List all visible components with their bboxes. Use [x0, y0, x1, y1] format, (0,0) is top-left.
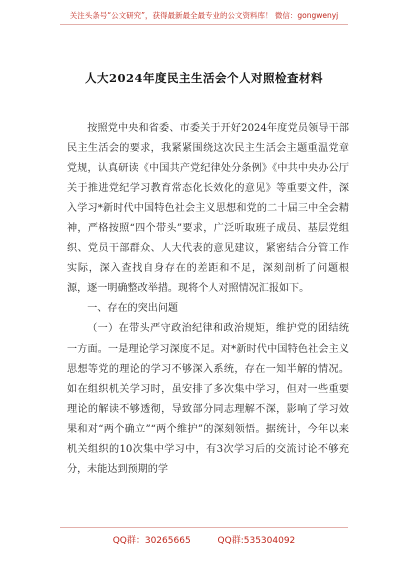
top-divider [60, 24, 348, 25]
document-title: 人大2024年度民主生活会个人对照检查材料 [84, 71, 323, 85]
document-body [67, 119, 349, 480]
top-banner: 关注头条号“公文研究”，获得最新最全最专业的公文资料库！ 微信：gongwenyj [69, 11, 339, 20]
intro-paragraph: 按照党中央和省委、市委关于开好2024年度党员领导干部民主生活会的要求，我紧紧围绕这次民主生活会主题重温党章党规，认真研读《中国共产党纪律处分条例》《中共中央办公厅关于推进党纪学习教育常态化长效化的意见》等重要文件，深入学习*新时代中国特色社会主义思想和党的二十届三中全会精神，严格按照“四个带头”要求，广泛听取班子成员、基层党组织、党员干部群众、人大代表的意见建议，紧密结合分管工作实际，深入查找自身存在的差距和不足，深刻剖析了问题根源，逐一明确整改举措。现将个人对照情况汇报如下。 [67, 123, 349, 295]
section-heading: 一、存在的突出问题 [87, 303, 179, 315]
qq-group-2: QQ群:535304092 [217, 536, 296, 546]
section-paragraph: （一）在带头严守政治纪律和政治规矩，维护党的团结统一方面。一是理论学习深度不足。对*新时代中国特色社会主义思想等党的理论的学习不够深入系统，存在一知半解的情况。如在组织机关学习时，虽安排了多次集中学习，但对一些重要理论的解读不够透彻，导致部分同志理解不深，影响了学习效果和对“两个确立”“两个维护”的深刻领悟。据统计，今年以来机关组织的10次集中学习中，有3次学习后的交流讨论不够充分，未能达到预期的学 [67, 323, 349, 475]
footer-banner [0, 533, 408, 546]
bottom-divider [60, 527, 348, 528]
qq-group-1: QQ群：30265665 [112, 536, 191, 546]
